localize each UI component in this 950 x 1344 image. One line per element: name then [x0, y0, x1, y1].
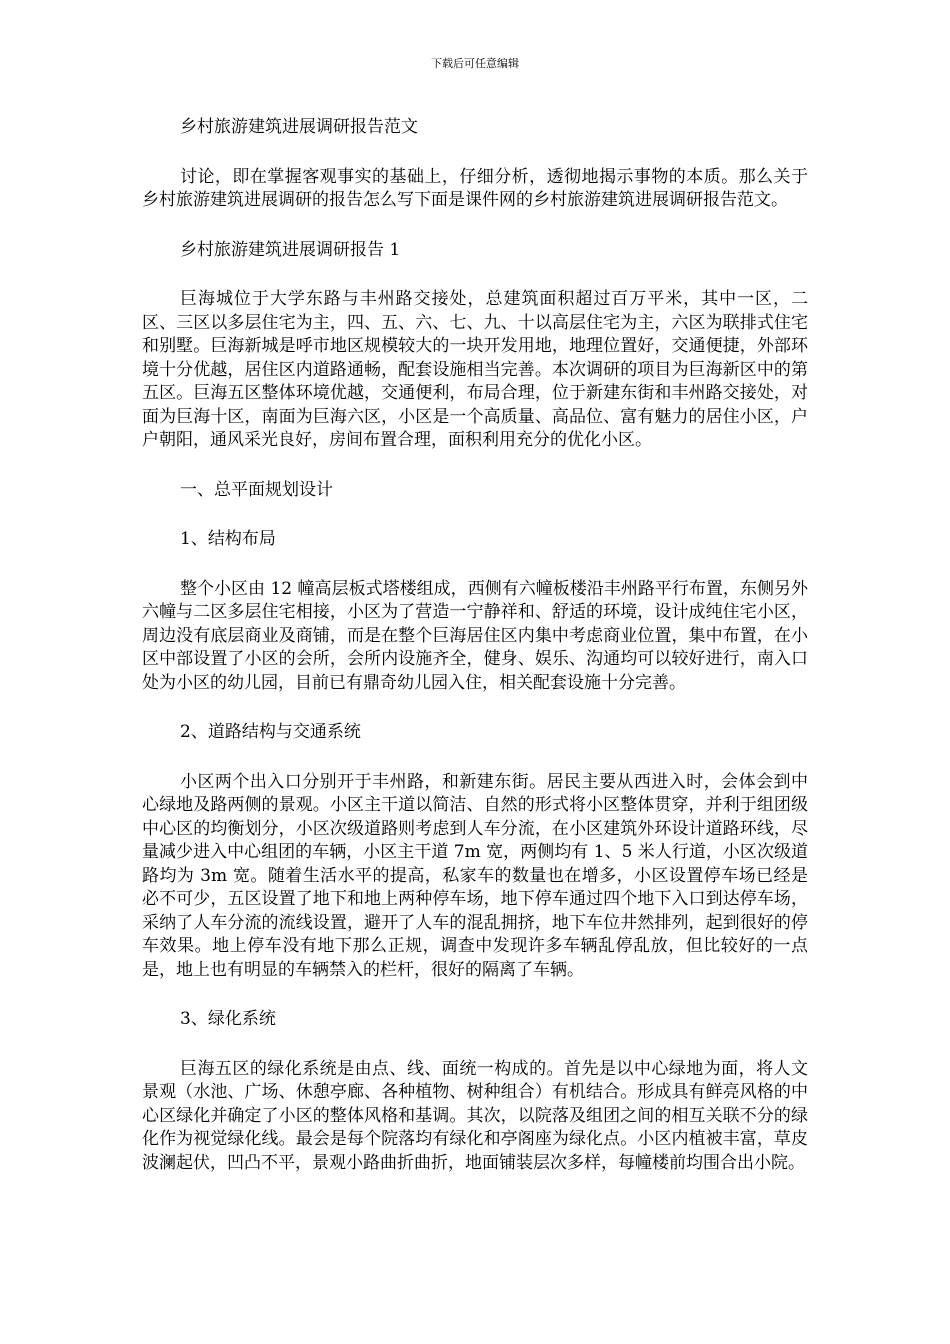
overview-paragraph: 巨海城位于大学东路与丰州路交接处，总建筑面积超过百万平米，其中一区，二区、三区以多层住宅为主，四、五、六、七、九、十以高层住宅为主，六区为联排式住宅和别墅。巨海新城是呼市地区规模较大的一块开发用地，地理位置好，交通便捷，外部环境十分优越，居住区内道路通畅，配套设施相当完善。本次调研的项目为巨海新区中的第五区。巨海五区整体环境优越，交通便利，布局合理，位于新建东街和丰州路交接处，对面为巨海十区，南面为巨海六区，小区是一个高质量、高品位、富有魅力的居住小区，户户朝阳，通风采光良好，房间布置合理，面积利用充分的优化小区。: [142, 289, 808, 450]
subheading-roads: 2、道路结构与交通系统: [180, 722, 361, 742]
structure-paragraph: 整个小区由 12 幢高层板式塔楼组成，西侧有六幢板楼沿丰州路平行布置，东侧另外六幢与二区多层住宅相接，小区为了营造一宁静祥和、舒适的环境，设计成纯住宅小区，周边没有底层商业及商铺，而是在整个巨海居住区内集中考虑商业位置，集中布置，在小区中部设置了小区的会所，会所内设施齐全，健身、娱乐、沟通均可以较好进行，南入口处为小区的幼儿园，目前已有鼎奇幼儿园入住，相关配套设施十分完善。: [142, 578, 808, 693]
subheading-structure: 1、结构布局: [180, 529, 276, 549]
intro-paragraph: 讨论，即在掌握客观事实的基础上，仔细分析，透彻地揭示事物的本质。那么关于乡村旅游建筑进展调研的报告怎么写下面是课件网的乡村旅游建筑进展调研报告范文。: [142, 166, 808, 210]
document-title: 乡村旅游建筑进展调研报告范文: [180, 117, 418, 137]
document-body: [142, 116, 808, 1201]
roads-paragraph: 小区两个出入口分别开于丰州路，和新建东街。居民主要从西进入时，会体会到中心绿地及路两侧的景观。小区主干道以简洁、自然的形式将小区整体贯穿，并利于组团级中心区的均衡划分，小区次级道路则考虑到人车分流，在小区建筑外环设计道路环线，尽量减少进入中心组团的车辆，小区主干道 7m 宽，两侧均有 1、5 米人行道，小区次级道路均为 3m 宽。随着生活水平的提高，私家车的数量也在增多，小区设置停车场已经是必不可少，五区设置了地下和地上两种停车场，地下停车通过四个地下入口到达停车场，采纳了人车分流的流线设置，避开了人车的混乱拥挤，地下车位井然排列，起到很好的停车效果。地上停车没有地下那么正规，调查中发现许多车辆乱停乱放，但比较好的一点是，地上也有明显的车辆禁入的栏杆，很好的隔离了车辆。: [142, 771, 808, 980]
greening-paragraph: 巨海五区的绿化系统是由点、线、面统一构成的。首先是以中心绿地为面，将人文景观（水池、广场、休憩亭廊、各种植物、树种组合）有机结合。形成具有鲜亮风格的中心区绿化并确定了小区的整体风格和基调。其次，以院落及组团之间的相互关联不分的绿化作为视觉绿化线。最会是每个院落均有绿化和亭阁座为绿化点。小区内植被丰富，草皮波澜起伏，凹凸不平，景观小路曲折曲折，地面铺装层次多样，每幢楼前均围合出小院。: [142, 1058, 808, 1173]
page-header-note: 下载后可任意编辑: [431, 57, 519, 70]
subheading-greening: 3、绿化系统: [180, 1009, 276, 1029]
section-heading-plan: 一、总平面规划设计: [180, 479, 333, 500]
report-heading: 乡村旅游建筑进展调研报告 1: [180, 239, 401, 260]
